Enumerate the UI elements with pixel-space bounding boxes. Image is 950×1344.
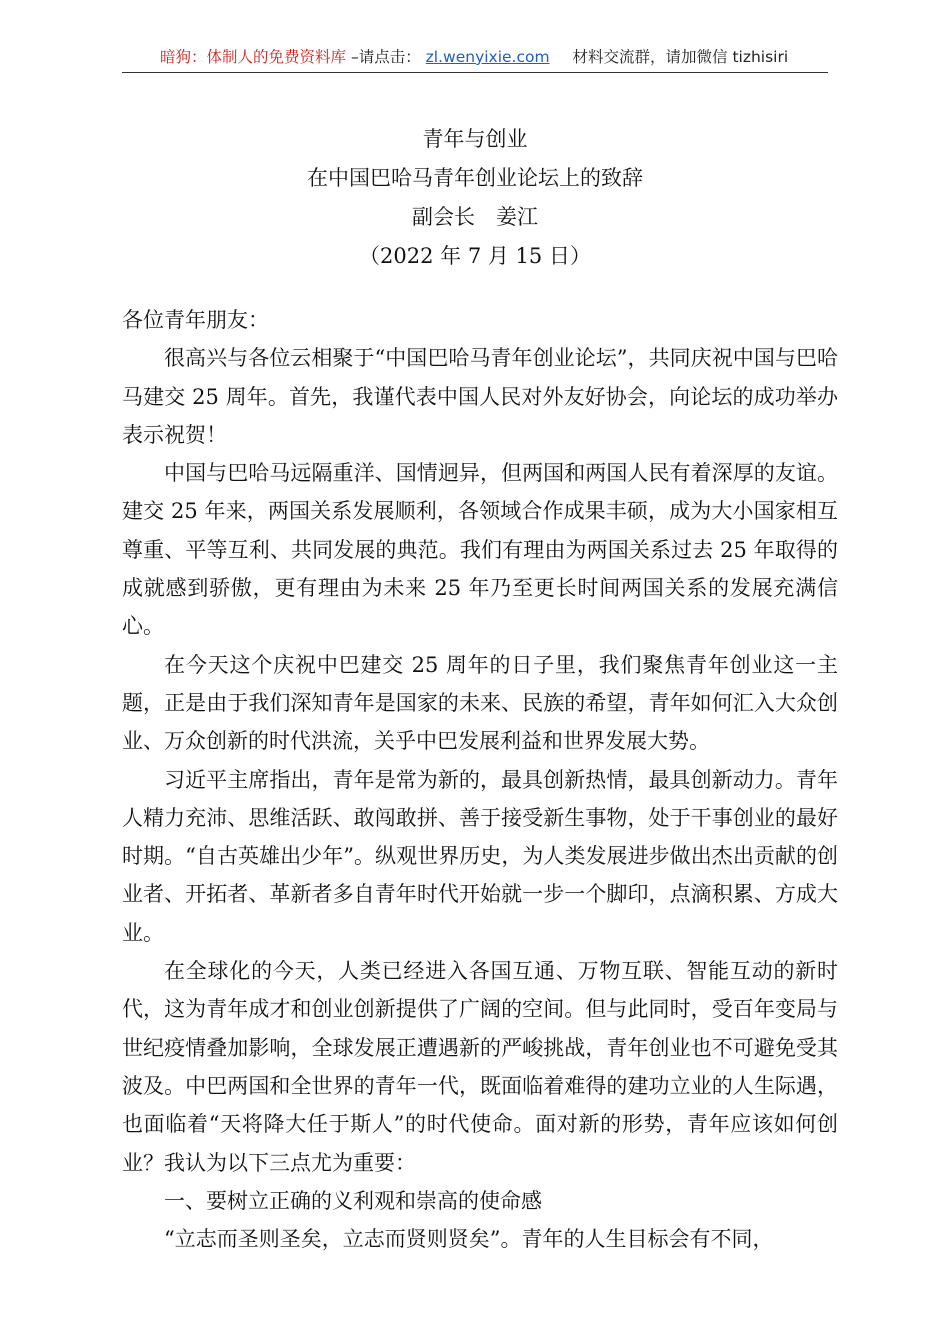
- title-block: [122, 120, 828, 276]
- paragraph: 在今天这个庆祝中巴建交 25 周年的日子里，我们聚焦青年创业这一主题，正是由于我们深知青年是国家的未来、民族的希望，青年如何汇入大众创业、万众创新的时代洪流，关乎中巴发展利益和世界发展大势。: [122, 652, 838, 754]
- document-subtitle: 在中国巴哈马青年创业论坛上的致辞: [307, 166, 643, 190]
- paragraph: “立志而圣则圣矣，立志而贤则贤矣”。青年的人生目标会有不同，: [164, 1227, 774, 1252]
- date-line: （2022 年 7 月 15 日）: [359, 244, 591, 268]
- section-heading: 一、要树立正确的义利观和崇高的使命感: [164, 1188, 542, 1213]
- page-header: [122, 44, 828, 73]
- document-body: [122, 301, 838, 1258]
- paragraph: 很高兴与各位云相聚于“中国巴哈马青年创业论坛”，共同庆祝中国与巴哈马建交 25 周年。首先，我谨代表中国人民对外友好协会，向论坛的成功举办表示祝贺！: [122, 346, 838, 447]
- document-title: 青年与创业: [422, 127, 528, 151]
- header-prompt: –请点击：: [350, 48, 421, 66]
- header-link[interactable]: zl.wenyixie.com: [425, 48, 550, 66]
- paragraph: 在全球化的今天，人类已经进入各国互通、万物互联、智能互动的新时代，这为青年成才和创业创新提供了广阔的空间。但与此同时，受百年变局与世纪疫情叠加影响，全球发展正遭遇新的严峻挑战，青年创业也不可避免受其波及。中巴两国和全世界的青年一代，既面临着难得的建功立业的人生际遇，也面临着“天将降大任于斯人”的时代使命。面对新的形势，青年应该如何创业？我认为以下三点尤为重要：: [122, 959, 838, 1175]
- speaker-line: 副会长 姜江: [412, 205, 538, 229]
- paragraph: 习近平主席指出，青年是常为新的，最具创新热情，最具创新动力。青年人精力充沛、思维活跃、敢闯敢拼、善于接受新生事物，处于干事创业的最好时期。“自古英雄出少年”。纵观世界历史，为人类发展进步做出杰出贡献的创业者、开拓者、革新者多自青年时代开始就一步一个脚印，点滴积累、方成大业。: [122, 767, 838, 945]
- header-note: 材料交流群，请加微信 tizhisiri: [572, 48, 789, 66]
- header-brand: 暗狗：体制人的免费资料库: [160, 48, 347, 66]
- paragraph: 中国与巴哈马远隔重洋、国情迥异，但两国和两国人民有着深厚的友谊。建交 25 年来，两国关系发展顺利，各领域合作成果丰硕，成为大小国家相互尊重、平等互利、共同发展的典范。我们有理由为两国关系过去 25 年取得的成就感到骄傲，更有理由为未来 25 年乃至更长时间两国关系的发展充满信心。: [122, 461, 838, 639]
- salutation: 各位青年朋友：: [122, 308, 269, 332]
